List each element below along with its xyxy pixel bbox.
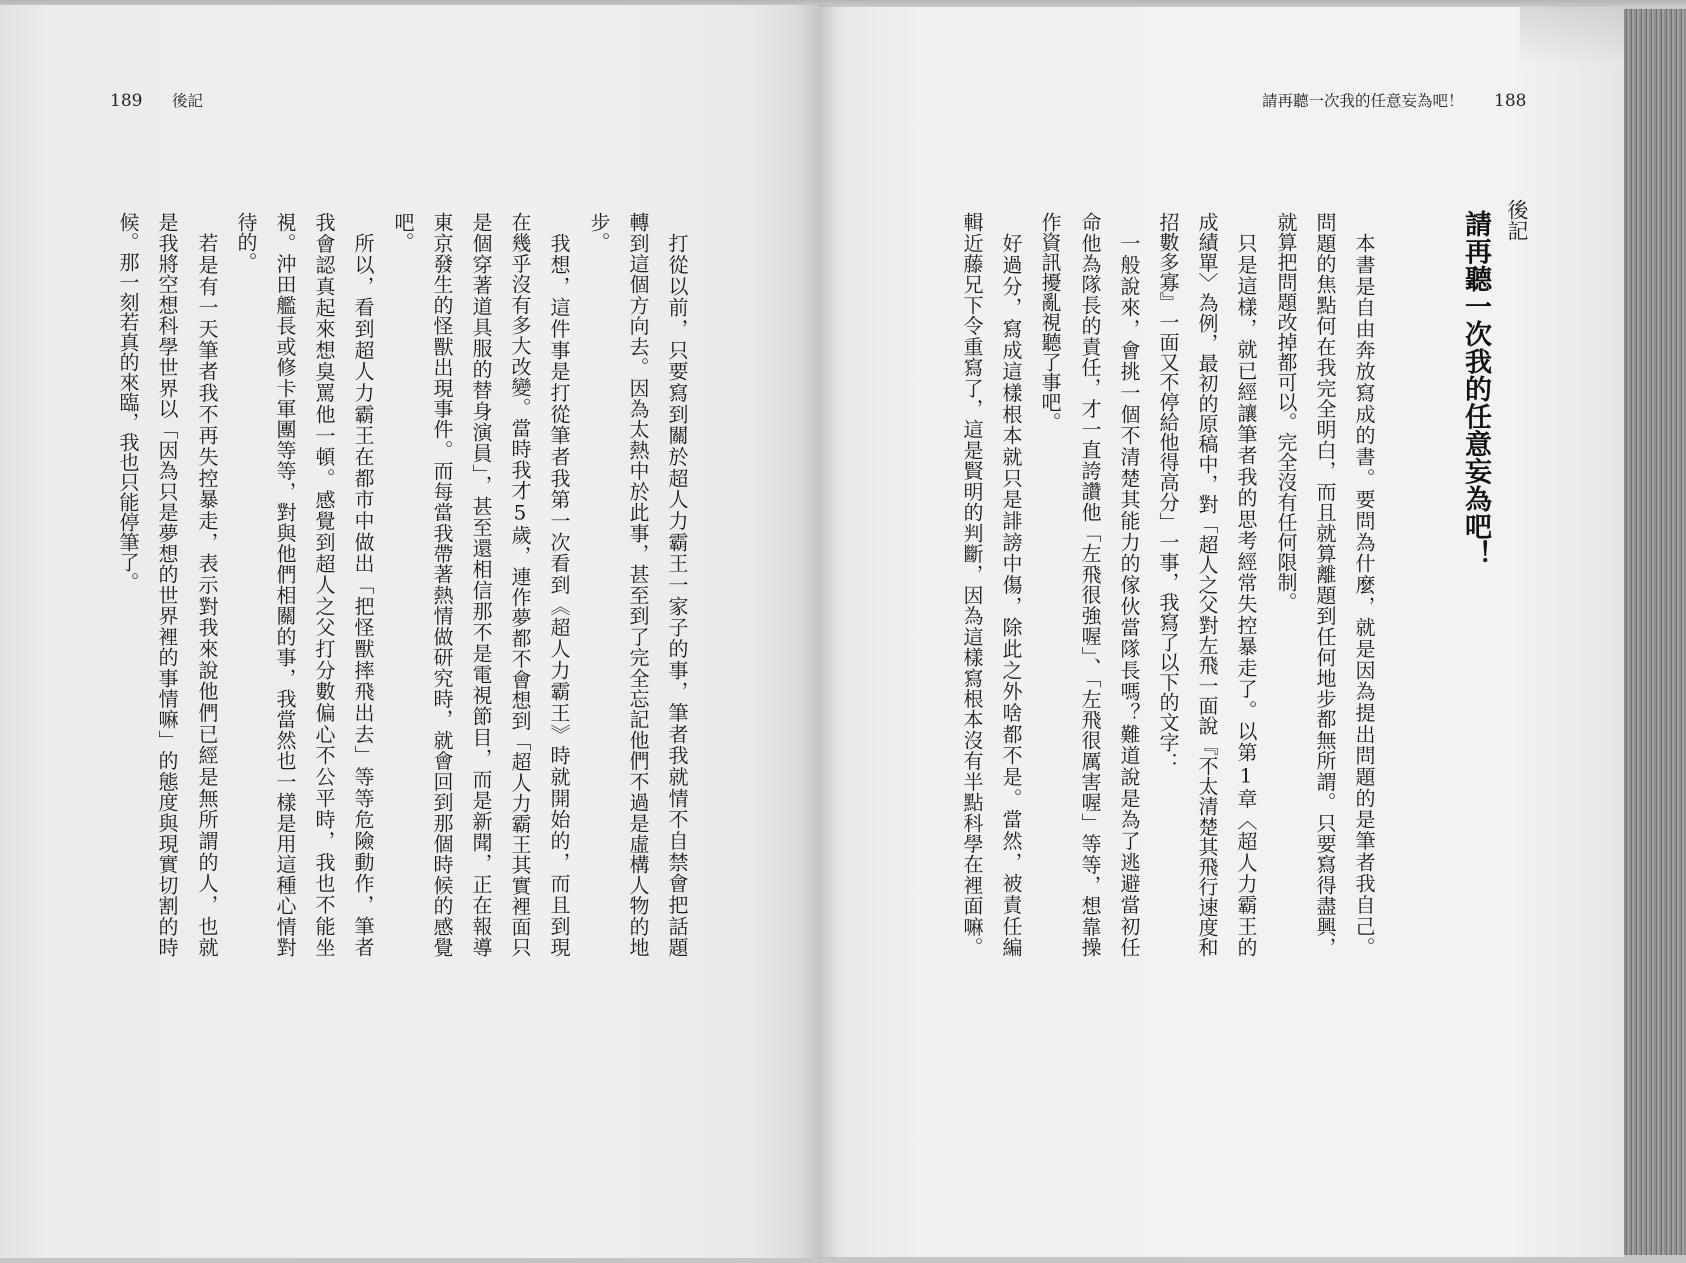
running-head-right: 請再聽一次我的任意妄為吧！ bbox=[1262, 92, 1464, 110]
text-column: 若是有一天筆者我不再失控暴走，表示對我來說他們已經是無所謂的人，也就 bbox=[195, 233, 219, 957]
text-column: 本書是自由奔放寫成的書。要問為什麼，就是因為提出問題的是筆者我自己。 bbox=[1352, 233, 1376, 957]
text-column: 是個穿著道具服的替身演員」，甚至還相信那不是電視節目，而是新聞，正在報導 bbox=[469, 212, 493, 957]
text-column: 步。 bbox=[587, 212, 611, 252]
text-column: 就算把問題改掉都可以。完全沒有任何限制。 bbox=[1274, 212, 1298, 612]
text-column: 候。那一刻若真的來臨，我也只能停筆了。 bbox=[116, 212, 140, 592]
scan-shadow bbox=[1520, 7, 1624, 67]
text-column: 我會認真起來想臭罵他一頓。感覺到超人之父打分數偏心不公平時，我也不能坐 bbox=[312, 212, 336, 957]
right-page bbox=[818, 7, 1624, 1257]
quote-column: 命他為隊長的責任，才一直誇讚他「左飛很強喔」、「左飛很厲害喔」等等，想靠操 bbox=[1078, 212, 1102, 957]
chapter-title: 請再聽一次我的任意妄為吧！ bbox=[1460, 210, 1491, 568]
book-gutter bbox=[796, 5, 840, 1258]
text-column: 在幾乎沒有多大改變。當時我才5歲，連作夢都不會想到「超人力霸王其實裡面只 bbox=[508, 212, 532, 957]
quote-column: 作資訊擾亂視聽了事吧。 bbox=[1038, 212, 1062, 432]
text-column: 成績單〉為例，最初的原稿中，對「超人之父對左飛一面說『不太清楚其飛行速度和 bbox=[1195, 212, 1219, 957]
text-column: 東京發生的怪獸出現事件。而每當我帶著熱情做研究時，就會回到那個時候的感覺 bbox=[430, 212, 454, 957]
text-column: 我想，這件事是打從筆者我第一次看到《超人力霸王》時就開始的，而且到現 bbox=[547, 233, 571, 957]
text-column: 打從以前，只要寫到關於超人力霸王一家子的事，筆者我就情不自禁會把話題 bbox=[665, 233, 689, 957]
text-column: 待的。 bbox=[234, 212, 258, 272]
section-label: 後記 bbox=[1505, 199, 1529, 241]
running-head-left: 後記 bbox=[172, 92, 204, 110]
text-column: 問題的焦點何在我完全明白，而且就算離題到任何地步都無所謂。只要寫得盡興， bbox=[1313, 212, 1337, 957]
text-column: 輯近藤兄下令重寫了，這是賢明的判斷，因為這樣寫根本沒有半點科學在裡面嘛。 bbox=[960, 212, 984, 957]
page-edge-stack bbox=[1624, 9, 1686, 1255]
text-column: 招數多寡』一面又不停給他得高分」一事，我寫了以下的文字： bbox=[1156, 212, 1180, 772]
text-column: 轉到這個方向去。因為太熱中於此事，甚至到了完全忘記他們不過是虛構人物的地 bbox=[626, 212, 650, 957]
text-column: 吧。 bbox=[391, 212, 415, 252]
text-column: 只是這樣，就已經讓筆者我的思考經常失控暴走了。以第1章〈超人力霸王的 bbox=[1234, 233, 1258, 957]
quote-column: 一般說來，會挑一個不清楚其能力的傢伙當隊長嗎？難道說是為了逃避當初任 bbox=[1117, 233, 1141, 957]
text-column: 視。沖田艦長或修卡軍團等等，對與他們相關的事，我當然也一樣是用這種心情對 bbox=[273, 212, 297, 957]
text-column: 所以，看到超人力霸王在都市中做出「把怪獸摔飛出去」等等危險動作，筆者 bbox=[351, 233, 375, 957]
page-number-right: 188 bbox=[1494, 91, 1527, 111]
text-column: 是我將空想科學世界以「因為只是夢想的世界裡的事情嘛」的態度與現實切割的時 bbox=[155, 212, 179, 957]
page-number-left: 189 bbox=[110, 91, 143, 111]
text-column: 好過分，寫成這樣根本就只是誹謗中傷，除此之外啥都不是。當然，被責任編 bbox=[999, 233, 1023, 957]
